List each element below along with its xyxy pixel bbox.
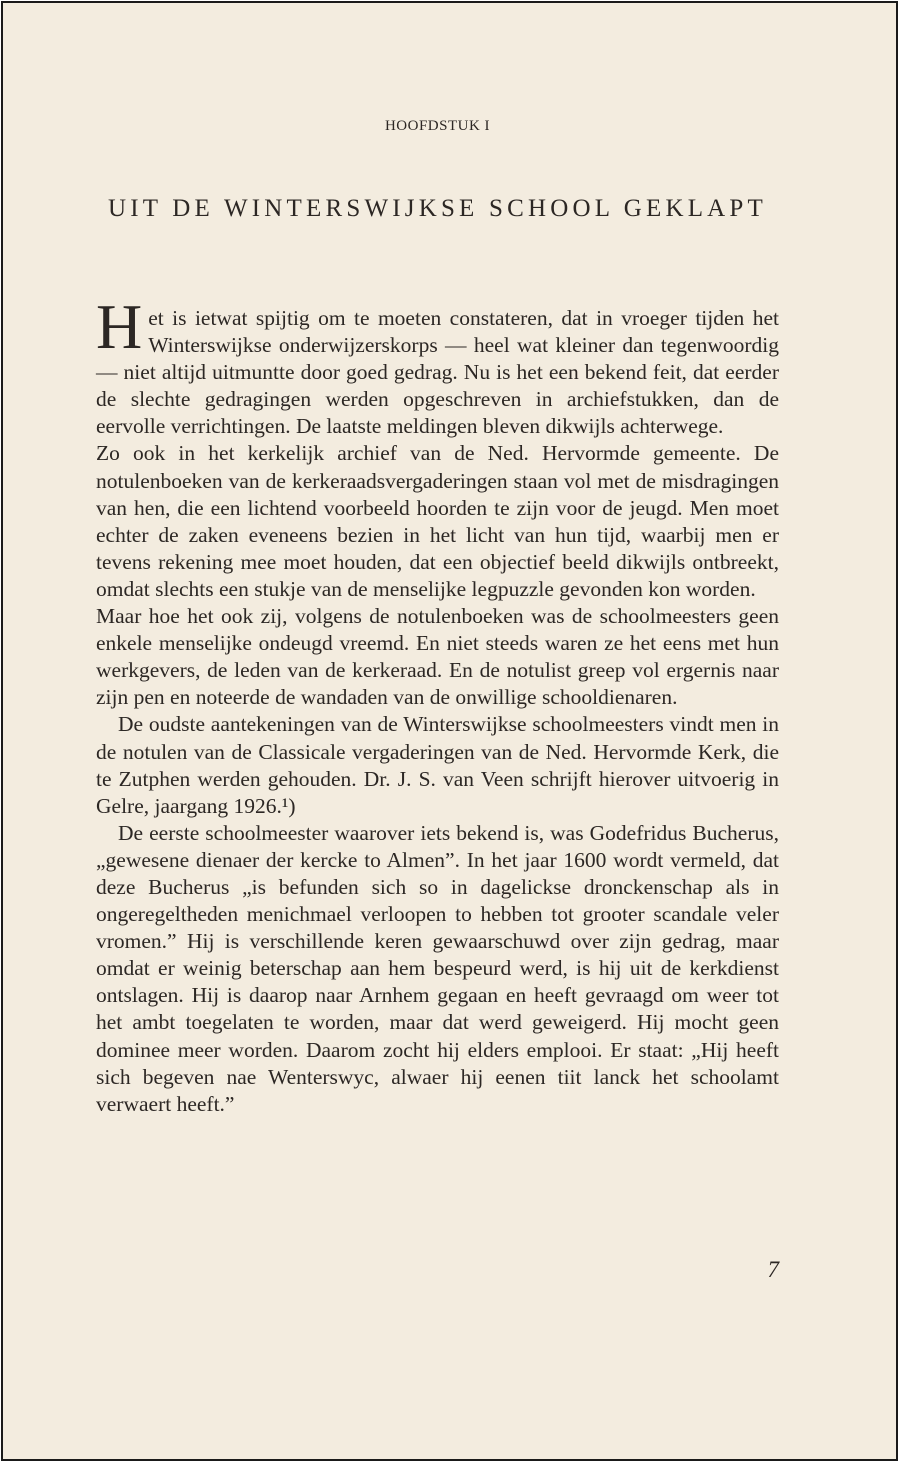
paragraph-1	[96, 291, 779, 440]
paragraph-2: Zo ook in het kerkelijk archief van de Ned. Hervormde gemeente. De notulenboeken van de kerkeraadsvergaderingen staan vol met de misdragingen van hen, die een lichtend voorbeeld hoorden te zijn voor de jeugd. Men moet echter de zaken eveneens bezien in het licht van hun tijd, waarbij men er tevens rekening mee moet houden, dat een objectief beeld dikwijls ontbreekt, omdat slechts een stukje van de menselijke legpuzzle gevonden kon worden.	[96, 441, 779, 601]
page-number: 7	[767, 1257, 779, 1282]
chapter-title: UIT DE WINTERSWIJKSE SCHOOL GEKLAPT	[107, 195, 767, 222]
body-text	[96, 291, 779, 1118]
chapter-label: HOOFDSTUK I	[384, 118, 491, 134]
book-page	[1, 1, 898, 1461]
paragraph-4: De oudste aantekeningen van de Winterswijkse schoolmeesters vindt men in de notulen van de Classicale vergaderingen van de Ned. Hervormde Kerk, die te Zutphen werden gehouden. Dr. J. S. van Veen schrijft hierover uitvoerig in Gelre, jaargang 1926.¹)	[96, 712, 779, 818]
paragraph-1-text: et is ietwat spijtig om te moeten constateren, dat in vroeger tijden het Winterswijkse onderwijzerskorps — heel wat kleiner dan tegenwoordig — niet altijd uitmuntte door goed gedrag. Nu is het een bekend feit, dat eerder de slechte gedragingen werden opgeschreven in archiefstukken, dan de eervolle verrichtingen. De laatste meldingen bleven dikwijls achterwege.	[96, 306, 779, 439]
paragraph-5: De eerste schoolmeester waarover iets bekend is, was Godefridus Bucherus, „gewesene dienaer der kercke to Almen”. In het jaar 1600 wordt vermeld, dat deze Bucherus „is befunden sich so in dagelickse dronckenschap als in ongeregeltheden menichmael verloopen to hebben tot grooter scandale veler vromen.” Hij is verschillende keren gewaarschuwd over zijn gedrag, maar omdat er weinig beterschap aan hem bespeurd werd, is hij uit de kerkdienst ontslagen. Hij is daarop naar Arnhem gegaan en heeft gevraagd om weer tot het ambt toegelaten te worden, maar dat werd geweigerd. Hij mocht geen dominee meer worden. Daarom zocht hij elders emplooi. Er staat: „Hij heeft sich begeven nae Wenterswyc, alwaer hij eenen tiit lanck het schoolamt verwaert heeft.”	[96, 820, 779, 1116]
paragraph-3: Maar hoe het ook zij, volgens de notulenboeken was de schoolmeesters geen enkele menselijke ondeugd vreemd. En niet steeds waren ze het eens met hun werkgevers, de leden van de kerkeraad. En de notulist greep vol ergernis naar zijn pen en noteerde de wandaden van de onwillige schooldienaren.	[96, 604, 779, 710]
drop-cap: H	[96, 291, 143, 362]
